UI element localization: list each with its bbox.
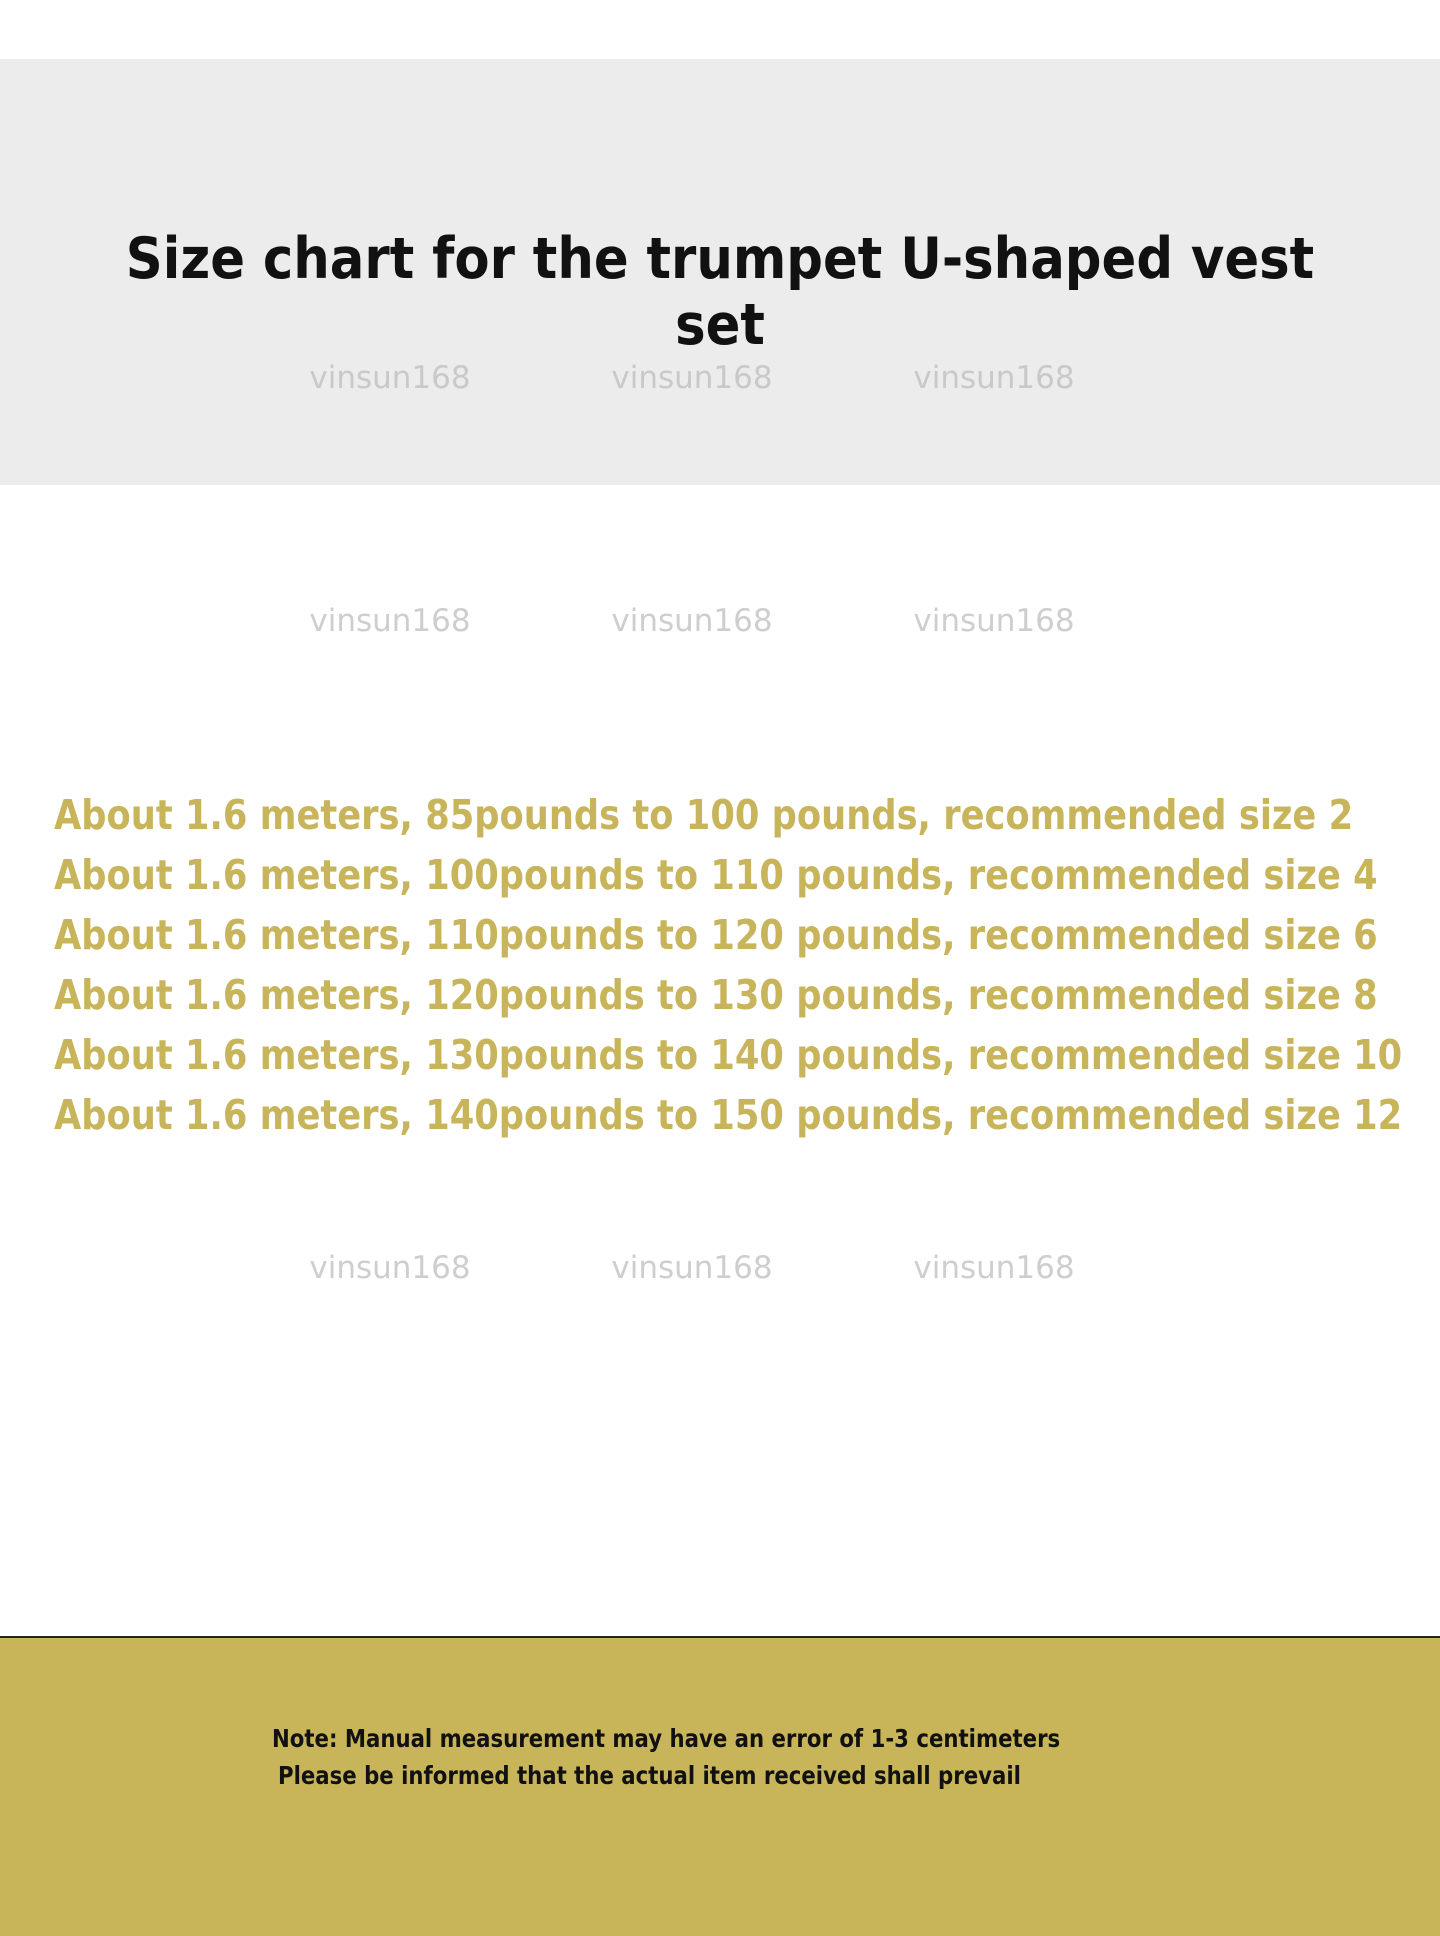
watermark: vinsun168 (309, 603, 471, 639)
watermark: vinsun168 (913, 360, 1075, 396)
watermark: vinsun168 (309, 360, 471, 396)
size-line: About 1.6 meters, 120pounds to 130 pounds, recommended size 8 (54, 971, 1378, 1019)
size-recommendation-list (54, 785, 1440, 1145)
watermark: vinsun168 (309, 1250, 471, 1286)
watermark: vinsun168 (913, 603, 1075, 639)
page-title: Size chart for the trumpet U-shaped vest set (125, 226, 1315, 358)
size-line: About 1.6 meters, 140pounds to 150 pounds, recommended size 12 (54, 1091, 1403, 1139)
item-note: Please be informed that the actual item received shall prevail (278, 1761, 1021, 1790)
watermark: vinsun168 (611, 360, 773, 396)
watermark: vinsun168 (611, 603, 773, 639)
measurement-note: Note: Manual measurement may have an error of 1-3 centimeters (272, 1724, 1061, 1753)
watermark: vinsun168 (611, 1250, 773, 1286)
size-line: About 1.6 meters, 130pounds to 140 pounds, recommended size 10 (54, 1031, 1403, 1079)
watermark: vinsun168 (913, 1250, 1075, 1286)
size-line: About 1.6 meters, 100pounds to 110 pounds, recommended size 4 (54, 851, 1378, 899)
size-line: About 1.6 meters, 85pounds to 100 pounds, recommended size 2 (54, 791, 1354, 839)
size-line: About 1.6 meters, 110pounds to 120 pounds, recommended size 6 (54, 911, 1378, 959)
